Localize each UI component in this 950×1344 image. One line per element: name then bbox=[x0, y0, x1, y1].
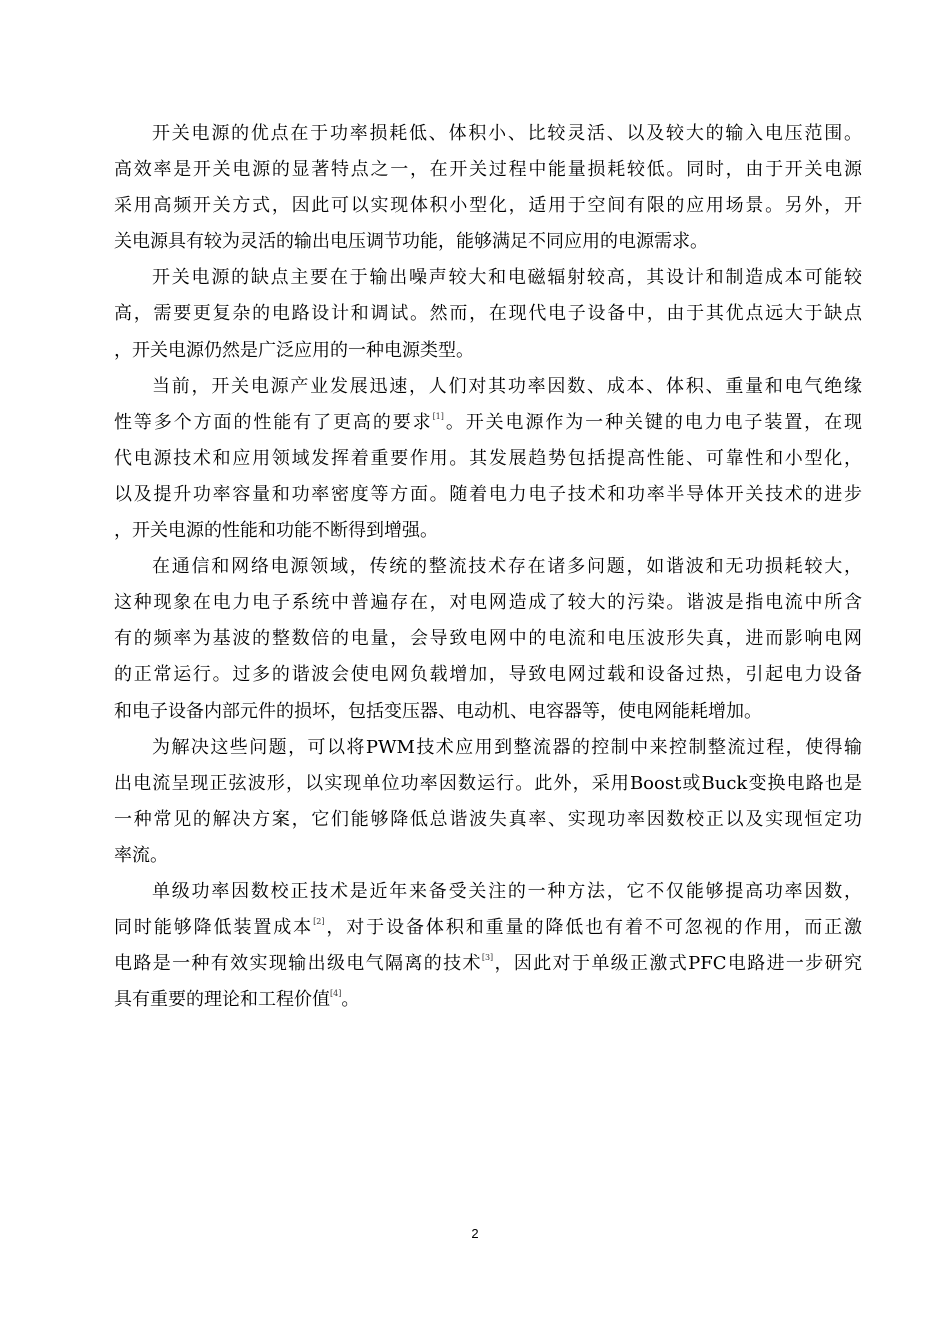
text-line: 当前，开关电源产业发展迅速，人们对其功率因数、成本、体积、重量和电气绝缘 bbox=[152, 375, 862, 397]
text-line: 高，需要更复杂的电路设计和调试。然而，在现代电子设备中，由于其优点远大于缺点 bbox=[114, 303, 862, 325]
text-segment: 同时能够降低装置成本 bbox=[114, 917, 314, 939]
text-line: 有的频率为基波的整数倍的电量，会导致电网中的电流和电压波形失真，进而影响电网 bbox=[114, 628, 862, 650]
text-segment: ，对于设备体积和重量的降低也有着不可忽视的作用，而正激 bbox=[324, 917, 863, 939]
text-segment: 电路是一种有效实现输出级电气隔离的技术 bbox=[114, 953, 482, 975]
citation-3: [3] bbox=[481, 953, 494, 963]
text-line: ，开关电源的性能和功能不断得到增强。 bbox=[114, 520, 438, 542]
text-line: 开关电源的优点在于功率损耗低、体积小、比较灵活、以及较大的输入电压范围。 bbox=[152, 123, 862, 144]
text-line: 代电源技术和应用领域发挥着重要作用。其发展趋势包括提高性能、可靠性和小型化， bbox=[114, 447, 862, 469]
text-line-with-citation bbox=[114, 982, 862, 1018]
text-line: 和电子设备内部元件的损坏，包括变压器、电动机、电容器等，使电网能耗增加。 bbox=[114, 700, 762, 722]
paragraph-4 bbox=[114, 549, 862, 729]
text-line: 高效率是开关电源的显著特点之一，在开关过程中能量损耗较低。同时，由于开关电源 bbox=[114, 159, 862, 181]
text-line: 的正常运行。过多的谐波会使电网负载增加，导致电网过载和设备过热，引起电力设备 bbox=[114, 664, 862, 686]
text-line-with-citation bbox=[114, 405, 862, 441]
paragraph-3 bbox=[114, 369, 862, 549]
text-line: 率流。 bbox=[114, 844, 168, 866]
text-line-with-citation bbox=[114, 910, 862, 946]
text-line: 以及提升功率容量和功率密度等方面。随着电力电子技术和功率半导体开关技术的进步 bbox=[114, 483, 862, 505]
page-number: 2 bbox=[471, 1226, 479, 1241]
text-line: ，开关电源仍然是广泛应用的一种电源类型。 bbox=[114, 339, 474, 361]
text-segment: 性等多个方面的性能有了更高的要求 bbox=[114, 411, 433, 433]
text-line: 关电源具有较为灵活的输出电压调节功能，能够满足不同应用的电源需求。 bbox=[114, 231, 708, 253]
text-segment: 具有重要的理论和工程价值 bbox=[114, 989, 330, 1011]
text-line: 单级功率因数校正技术是近年来备受关注的一种方法，它不仅能够提高功率因数， bbox=[152, 880, 862, 902]
paragraph-6 bbox=[114, 874, 862, 1018]
citation-2: [2] bbox=[313, 917, 325, 927]
text-segment: ，因此对于单级正激式PFC电路进一步研究 bbox=[493, 953, 863, 975]
citation-1: [1] bbox=[432, 411, 444, 421]
text-line-with-citation bbox=[114, 946, 862, 982]
citation-4: [4] bbox=[330, 989, 342, 999]
text-line: 这种现象在电力电子系统中普遍存在，对电网造成了较大的污染。谐波是指电流中所含 bbox=[114, 592, 862, 614]
text-line: 在通信和网络电源领域，传统的整流技术存在诸多问题，如谐波和无功损耗较大， bbox=[152, 556, 862, 578]
paragraph-2 bbox=[114, 260, 862, 368]
paragraph-1 bbox=[114, 116, 862, 260]
text-segment: 。开关电源作为一种关键的电力电子装置，在现 bbox=[443, 411, 863, 433]
document-body bbox=[114, 116, 862, 1018]
text-line: 出电流呈现正弦波形，以实现单位功率因数运行。此外，采用Boost或Buck变换电路也是 bbox=[114, 772, 862, 794]
text-line: 采用高频开关方式，因此可以实现体积小型化，适用于空间有限的应用场景。另外，开 bbox=[114, 195, 862, 217]
text-line: 一种常见的解决方案，它们能够降低总谐波失真率、实现功率因数校正以及实现恒定功 bbox=[114, 808, 862, 830]
text-line: 为解决这些问题，可以将PWM技术应用到整流器的控制中来控制整流过程，使得输 bbox=[152, 736, 862, 758]
text-segment: 。 bbox=[341, 989, 360, 1011]
paragraph-5 bbox=[114, 730, 862, 874]
text-line: 开关电源的缺点主要在于输出噪声较大和电磁辐射较高，其设计和制造成本可能较 bbox=[152, 267, 862, 289]
